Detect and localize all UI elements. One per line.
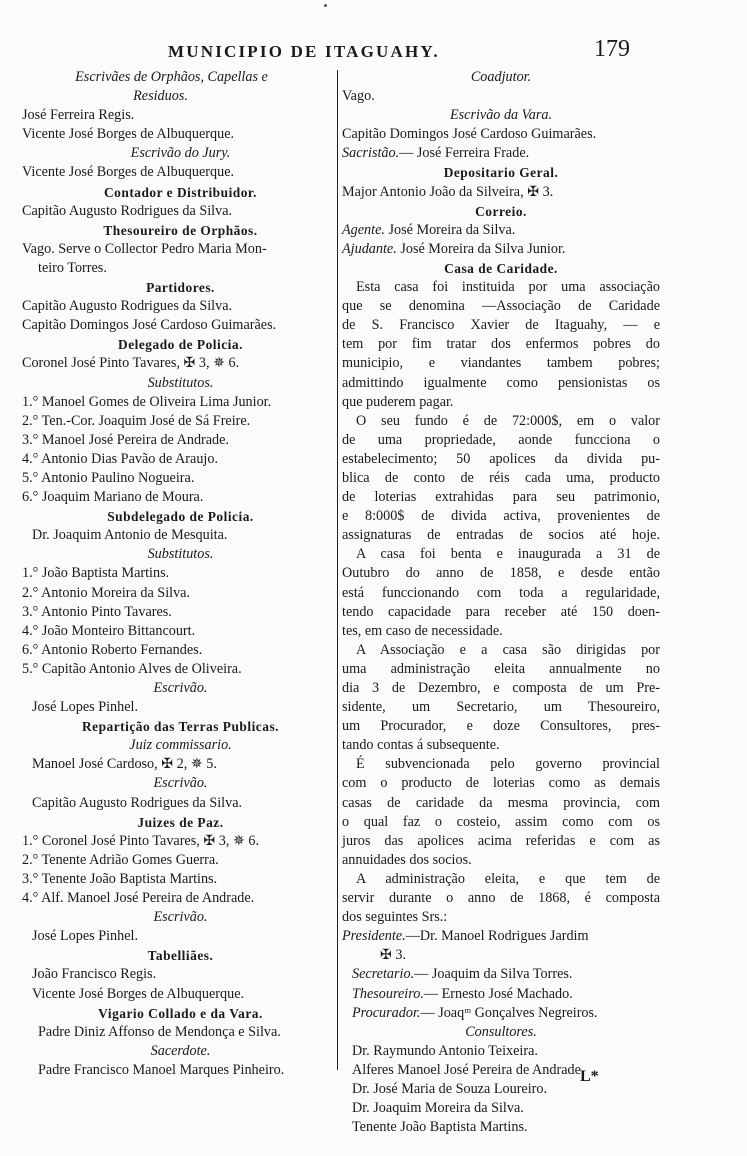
- section-label: Escrivão.: [153, 775, 208, 792]
- section-label: Escrivão da Vara.: [449, 107, 553, 124]
- role-name: — Ernesto José Machado.: [423, 985, 573, 1002]
- print-speck: [324, 4, 327, 7]
- entry: [342, 144, 660, 163]
- board-member: [342, 965, 660, 984]
- entry: José Ferreira Regis.: [22, 107, 135, 124]
- entry: Capitão Domingos José Cardoso Guimarães.: [342, 126, 597, 143]
- text-line: municipio, e viandantes tambem pobres;: [342, 355, 660, 372]
- text-line: tando contas á subsequente.: [342, 737, 500, 754]
- role-name: José Moreira da Silva Junior.: [400, 240, 566, 257]
- entry: Capitão Augusto Rodrigues da Silva.: [32, 794, 243, 811]
- page-header: [0, 36, 747, 66]
- list-item: Dr. Joaquim Moreira da Silva.: [352, 1100, 524, 1117]
- entry: José Lopes Pinhel.: [32, 699, 139, 716]
- list-item: 1.° Coronel José Pinto Tavares, ✠ 3, ✵ 6.: [22, 832, 260, 849]
- list-item: 2.° Ten.-Cor. Joaquim José de Sá Freire.: [22, 412, 251, 429]
- role-label: Agente.: [342, 221, 385, 238]
- text-line: servir durante o anno de 1868, é composta: [342, 890, 660, 907]
- list-item: Tenente João Baptista Martins.: [352, 1119, 528, 1136]
- entry-continuation: teiro Torres.: [38, 259, 107, 276]
- section-heading: Subdelegado de Policia.: [107, 509, 254, 525]
- role-label: Ajudante.: [342, 240, 397, 257]
- section-label: Consultores.: [465, 1023, 537, 1040]
- entry: Padre Francisco Manoel Marques Pinheiro.: [38, 1061, 285, 1078]
- entry: João Francisco Regis.: [32, 966, 157, 983]
- list-item: 5.° Antonio Paulino Nogueira.: [22, 469, 195, 486]
- text-line: É subvencionada pelo governo provincial: [356, 756, 660, 773]
- list-item: 3.° Antonio Pinto Tavares.: [22, 603, 172, 620]
- entry: [342, 221, 660, 240]
- section-heading: Delegado de Policia.: [118, 337, 243, 353]
- entry: José Lopes Pinhel.: [32, 928, 139, 945]
- section-heading: Repartição das Terras Publicas.: [81, 719, 280, 735]
- section-heading: Depositario Geral.: [443, 165, 559, 181]
- board-member: [342, 1004, 660, 1023]
- section-label: Escrivão.: [153, 680, 208, 696]
- text-line: um Procurador, e doze Consultores, pres-: [342, 718, 660, 735]
- text-line: A casa foi benta e inaugurada a 31 de: [356, 546, 660, 563]
- left-column: [22, 68, 339, 1080]
- text-line: O seu fundo é de 72:000$, em o valor: [356, 412, 660, 429]
- text-line: annuidades dos socios.: [342, 851, 472, 868]
- list-item: 2.° Tenente Adrião Gomes Guerra.: [22, 851, 219, 868]
- order-decoration: ✠ 3.: [380, 947, 407, 964]
- entry: Vicente José Borges de Albuquerque.: [22, 126, 235, 143]
- page-number: 179: [594, 36, 630, 62]
- text-line: dia 3 de Dezembro, e composta de um Pre-: [342, 680, 660, 696]
- text-line: de uma propriedade, aonde funcciona o: [342, 431, 660, 448]
- role-label: Sacristão.: [342, 145, 400, 162]
- text-line: admittindo igualmente como pensionistas os: [342, 374, 660, 391]
- list-item: Dr. José Maria de Souza Loureiro.: [352, 1080, 548, 1097]
- section-heading: Contador e Distribuidor.: [104, 184, 257, 200]
- list-item: Dr. Raymundo Antonio Teixeira.: [352, 1042, 538, 1059]
- text-line: estabelecimento; 50 apolices da divida pu-: [342, 450, 660, 467]
- list-item: 2.° Antonio Moreira da Silva.: [22, 584, 191, 601]
- paragraph: [342, 278, 660, 412]
- right-column: [342, 68, 660, 1137]
- list-item: 4.° Alf. Manoel José Pereira de Andrade.: [22, 890, 255, 907]
- text-line: Esta casa foi instituida por uma associação: [356, 279, 660, 296]
- section-label: Escrivães de Orphãos, Capellas e: [75, 69, 268, 85]
- role-label: Secretario.: [352, 966, 415, 983]
- text-line: tes, em caso de necessidade.: [342, 622, 503, 639]
- section-label: Substitutos.: [147, 546, 214, 563]
- list-item: 5.° Capitão Antonio Alves de Oliveira.: [22, 660, 242, 677]
- entry: Capitão Domingos José Cardoso Guimarães.: [22, 317, 277, 334]
- text-line: assignaturas de entradas de socios até hoje.: [342, 527, 660, 544]
- text-line: tendo capacidade para receber até 150 doen-: [342, 603, 660, 620]
- text-line: A Associação e a casa são dirigidas por: [356, 641, 660, 658]
- section-label: Coadjutor.: [470, 69, 532, 85]
- section-label: Residuos.: [133, 88, 188, 105]
- list-item: 3.° Manoel José Pereira de Andrade.: [22, 431, 229, 448]
- text-line: uma administração eleita annualmente no: [342, 660, 660, 677]
- role-name: — José Ferreira Frade.: [399, 145, 530, 162]
- section-label: Juiz commissario.: [129, 737, 232, 754]
- section-label: Escrivão do Jury.: [130, 145, 231, 162]
- entry: Coronel José Pinto Tavares, ✠ 3, ✵ 6.: [22, 355, 240, 372]
- role-name: José Moreira da Silva.: [388, 221, 516, 238]
- list-item: 6.° Antonio Roberto Fernandes.: [22, 641, 203, 658]
- paragraph: [342, 641, 660, 756]
- text-line: dos seguintes Srs.:: [342, 909, 448, 926]
- text-line: que se denomina —Associação de Caridade: [342, 298, 660, 315]
- entry: Vago. Serve o Collector Pedro Maria Mon-: [22, 240, 267, 257]
- entry: Vicente José Borges de Albuquerque.: [32, 985, 245, 1002]
- section-label: Substitutos.: [147, 374, 214, 391]
- text-line: casas de caridade da mesma provincia, com: [342, 794, 660, 811]
- paragraph: [342, 412, 660, 546]
- text-line: juros das apolices acima referidas e com as: [342, 832, 660, 849]
- role-label: Procurador.: [352, 1004, 421, 1021]
- text-line: blica de conto de réis cada uma, producto: [342, 469, 660, 486]
- section-heading: Thesoureiro de Orphãos.: [103, 222, 258, 238]
- role-label: Thesoureiro.: [352, 985, 424, 1002]
- section-heading: Correio.: [475, 203, 527, 219]
- role-name: —Dr. Manoel Rodrigues Jardim: [405, 928, 589, 945]
- entry: Capitão Augusto Rodrigues da Silva.: [22, 202, 233, 219]
- role-label: Presidente.: [342, 928, 406, 945]
- entry: Vago.: [342, 88, 375, 105]
- list-item: 6.° Joaquim Mariano de Moura.: [22, 489, 204, 506]
- text-line: de S. Francisco Xavier de Itaguahy, — e: [342, 317, 660, 334]
- paragraph: [342, 870, 660, 927]
- entry: Manoel José Cardoso, ✠ 2, ✵ 5.: [32, 756, 217, 773]
- board-member: [342, 985, 660, 1004]
- list-item: 3.° Tenente João Baptista Martins.: [22, 870, 218, 887]
- paragraph: [342, 755, 660, 870]
- entry: Capitão Augusto Rodrigues da Silva.: [22, 298, 233, 315]
- entry: Major Antonio João da Silveira, ✠ 3.: [342, 183, 554, 200]
- section-label: Escrivão.: [153, 909, 208, 926]
- paragraph: [342, 545, 660, 640]
- list-item: 4.° João Monteiro Bittancourt.: [22, 622, 196, 639]
- section-heading: Vigario Collado e da Vara.: [98, 1005, 263, 1021]
- list-item: Alferes Manoel José Pereira de Andrade.: [352, 1061, 585, 1078]
- section-label: Sacerdote.: [150, 1042, 211, 1059]
- section-heading: Partidores.: [146, 280, 215, 296]
- entry: Dr. Joaquim Antonio de Mesquita.: [32, 527, 228, 544]
- list-item: 1.° João Baptista Martins.: [22, 565, 170, 582]
- board-member: [342, 927, 660, 946]
- text-line: de loterias extrahidas para seu patrimonio,: [342, 489, 660, 506]
- text-line: o qual faz o costeio, assim como com os: [342, 813, 660, 830]
- section-heading: Casa de Caridade.: [444, 260, 558, 276]
- list-item: 4.° Antonio Dias Pavão de Araujo.: [22, 450, 218, 467]
- signature-mark: L*: [580, 1068, 599, 1085]
- entry: Vicente José Borges de Albuquerque.: [22, 164, 235, 181]
- entry: Padre Diniz Affonso de Mendonça e Silva.: [38, 1023, 281, 1040]
- text-line: A administração eleita, e que tem de: [356, 870, 660, 887]
- text-line: Outubro do anno de 1858, e desde então: [342, 565, 660, 582]
- role-name: — Joaquim da Silva Torres.: [414, 966, 573, 983]
- text-line: e 8:000$ de divida activa, provenientes de: [342, 508, 660, 525]
- entry: [342, 240, 660, 259]
- section-heading: Juizes de Paz.: [137, 814, 224, 830]
- text-line: com o producto de loterias como as demais: [342, 775, 660, 792]
- role-name: — Joaqᵐ Gonçalves Negreiros.: [420, 1004, 598, 1021]
- running-title: MUNICIPIO DE ITAGUAHY.: [168, 42, 440, 61]
- text-line: que puderem pagar.: [342, 393, 454, 410]
- text-line: está funccionando com toda a regularidade,: [342, 584, 660, 601]
- text-line: tem por fim tratar dos enfermos pobres do: [342, 336, 660, 353]
- list-item: 1.° Manoel Gomes de Oliveira Lima Junior.: [22, 393, 272, 410]
- text-line: sidente, um Secretario, um Thesoureiro,: [342, 699, 660, 716]
- section-heading: Tabelliães.: [147, 948, 214, 964]
